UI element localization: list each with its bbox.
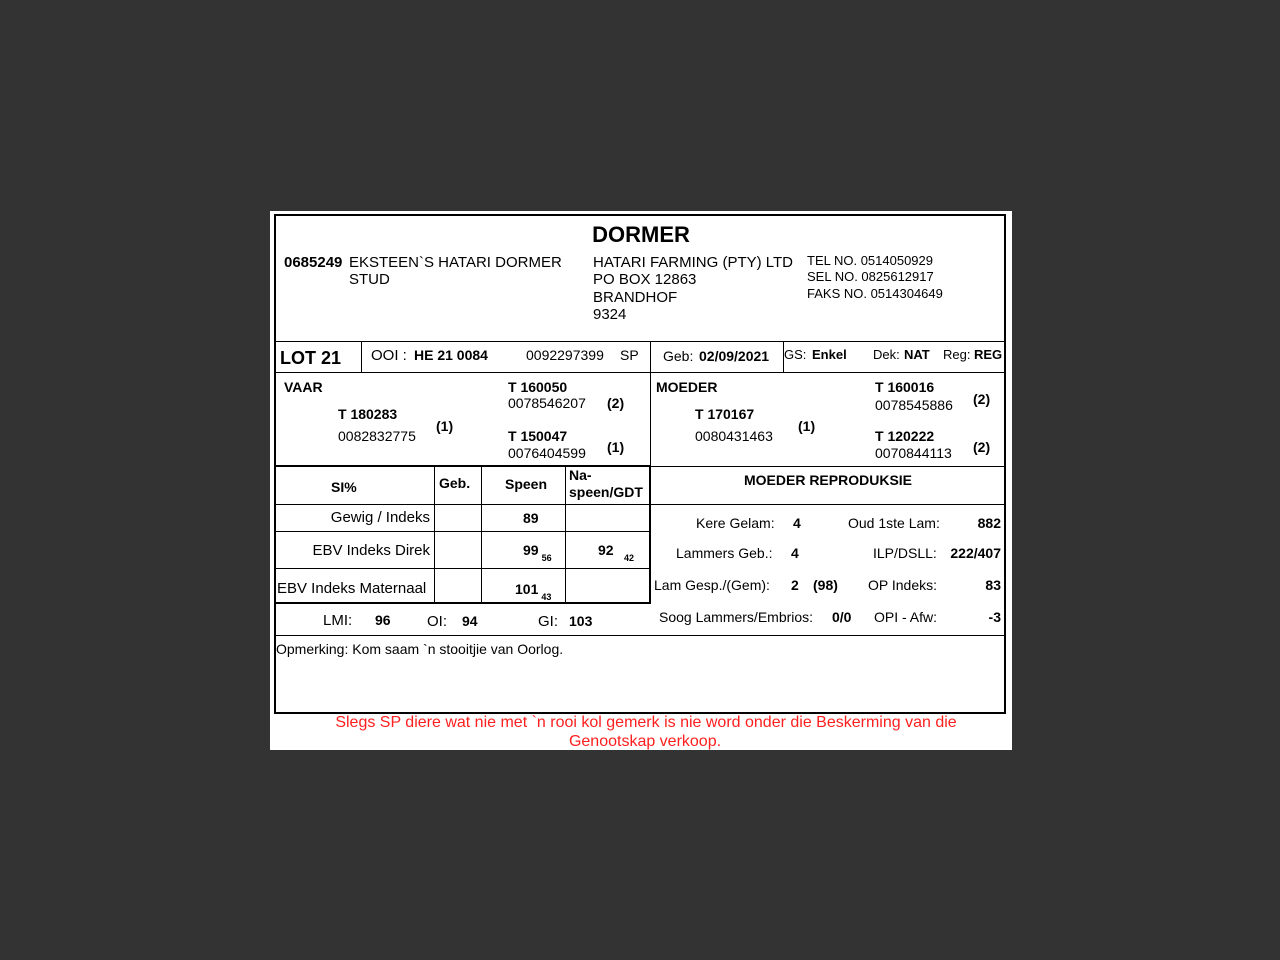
lmi-label: LMI:: [323, 612, 353, 629]
si-col2: [481, 467, 482, 602]
address-line1: HATARI FARMING (PTY) LTD: [593, 254, 794, 271]
moeder-dam-id: T 120222: [875, 428, 935, 444]
si-row1-line: [275, 504, 1006, 505]
geb-label: Geb:: [663, 348, 694, 364]
footer-warning-line2: Genootskap verkoop.: [568, 733, 722, 750]
moeder-sire-id: T 160016: [875, 379, 935, 395]
si-row-naspeen-sub: 42: [624, 553, 635, 563]
address-line4: 9324: [593, 306, 627, 323]
lam-gesp-value: 2: [791, 577, 799, 593]
gi-label: GI:: [538, 613, 559, 630]
si-row-naspeen: 92: [598, 542, 614, 558]
si-row2-line: [275, 531, 650, 532]
oi-label: OI:: [427, 613, 448, 630]
speen-header: Speen: [505, 476, 548, 492]
ilp-label: ILP/DSLL:: [873, 545, 937, 561]
moeder-grade: (1): [798, 418, 816, 434]
naspeen-header-line2: speen/GDT: [569, 484, 643, 500]
repro-title: MOEDER REPRODUKSIE: [743, 472, 913, 488]
stud-name-line2: STUD: [349, 271, 390, 288]
soog-value: 0/0: [832, 609, 852, 625]
divider-remark: [275, 635, 1006, 636]
address-line3: BRANDHOF: [593, 289, 678, 306]
divider-lot: [361, 341, 362, 372]
divider-pedigree: [650, 372, 651, 466]
kere-gelam-value: 4: [793, 515, 801, 531]
si-bottom-line: [275, 602, 651, 604]
dek-label: Dek:: [873, 347, 900, 362]
moeder-sire-number: 0078545886: [875, 397, 953, 413]
geb-value: 02/09/2021: [699, 348, 770, 364]
si-row-speen: [523, 542, 552, 563]
si-row-speen-sub: 56: [541, 553, 552, 563]
moeder-dam-grade: (2): [973, 439, 991, 455]
divider-si-top: [275, 465, 651, 467]
gs-value: Enkel: [812, 347, 847, 362]
vaar-sire-id: T 160050: [508, 379, 568, 395]
vaar-label: VAAR: [284, 379, 323, 395]
divider-header: [275, 341, 1006, 342]
lam-gesp-label: Lam Gesp./(Gem):: [654, 577, 770, 593]
si-row3-line: [275, 568, 650, 569]
oud-value: 882: [977, 515, 1001, 531]
op-indeks-label: OP Indeks:: [868, 577, 938, 593]
moeder-dam-number: 0070844113: [875, 445, 952, 461]
divider-lot-row: [275, 372, 1006, 373]
vaar-number: 0082832775: [338, 428, 416, 444]
lmi-value: 96: [375, 612, 391, 628]
opi-label: OPI - Afw:: [874, 609, 938, 625]
si-row-label: EBV Indeks Maternaal: [277, 580, 427, 597]
lammers-geb-label: Lammers Geb.:: [676, 545, 773, 561]
dek-value: NAT: [904, 347, 930, 362]
ilp-value: 222/407: [950, 545, 1001, 561]
vaar-dam-number: 0076404599: [508, 445, 586, 461]
si-col1: [434, 467, 435, 602]
lot-card: [270, 211, 1012, 750]
si-row-label: EBV Indeks Direk: [312, 542, 430, 559]
kere-gelam-label: Kere Gelam:: [696, 515, 775, 531]
tel-number: TEL NO. 0514050929: [807, 253, 933, 268]
stud-name-line1: EKSTEEN`S HATARI DORMER: [349, 254, 562, 271]
oi-value: 94: [462, 613, 478, 629]
remark-text: Opmerking: Kom saam `n stooitjie van Oorlog.: [276, 641, 564, 657]
si-row-speen-sub: 43: [541, 592, 552, 602]
stud-code: 0685249: [284, 254, 343, 271]
divider-ooi: [650, 341, 651, 372]
si-row-speen: 89: [523, 510, 539, 526]
gi-value: 103: [569, 613, 593, 629]
sel-number: SEL NO. 0825612917: [807, 269, 934, 284]
address-line2: PO BOX 12863: [593, 271, 697, 288]
vaar-sire-grade: (2): [607, 395, 625, 411]
lot-label: LOT 21: [280, 348, 342, 368]
si-row-speen-value: 101: [515, 581, 539, 597]
si-row-speen-value: 99: [523, 542, 539, 558]
si-col3: [565, 467, 566, 602]
footer-warning-line1: Slegs SP diere wat nie met `n rooi kol gemerk is nie word onder die Beskerming van die: [335, 714, 957, 731]
reg-value: REG: [974, 347, 1003, 362]
geb-header: Geb.: [439, 475, 471, 491]
oud-label: Oud 1ste Lam:: [848, 515, 940, 531]
opi-value: -3: [988, 609, 1001, 625]
moeder-sire-grade: (2): [973, 391, 991, 407]
lam-gesp-avg: (98): [813, 577, 838, 593]
sp-marker: SP: [620, 347, 639, 363]
divider-repro-top: [650, 466, 1006, 467]
moeder-number: 0080431463: [695, 428, 773, 444]
naspeen-header-line1: Na-: [569, 467, 592, 483]
faks-number: FAKS NO. 0514304649: [807, 286, 943, 301]
reg-label: Reg:: [943, 347, 971, 362]
ooi-value: HE 21 0084: [414, 347, 488, 363]
vaar-dam-grade: (1): [607, 439, 625, 455]
vaar-id: T 180283: [338, 406, 398, 422]
op-indeks-value: 83: [985, 577, 1001, 593]
vaar-dam-id: T 150047: [508, 428, 568, 444]
vaar-sire-number: 0078546207: [508, 395, 586, 411]
si-row-label: Gewig / Indeks: [330, 509, 430, 526]
ooi-label: OOI :: [371, 347, 407, 364]
si-header: SI%: [331, 479, 357, 495]
si-row-speen: [515, 581, 552, 602]
gs-label: GS:: [784, 347, 807, 362]
breed-title: DORMER: [592, 222, 690, 247]
lammers-geb-value: 4: [791, 545, 799, 561]
vaar-grade: (1): [436, 418, 454, 434]
soog-label: Soog Lammers/Embrios:: [659, 609, 814, 625]
registration-number: 0092297399: [526, 347, 604, 363]
moeder-id: T 170167: [695, 406, 755, 422]
moeder-label: MOEDER: [656, 379, 718, 395]
